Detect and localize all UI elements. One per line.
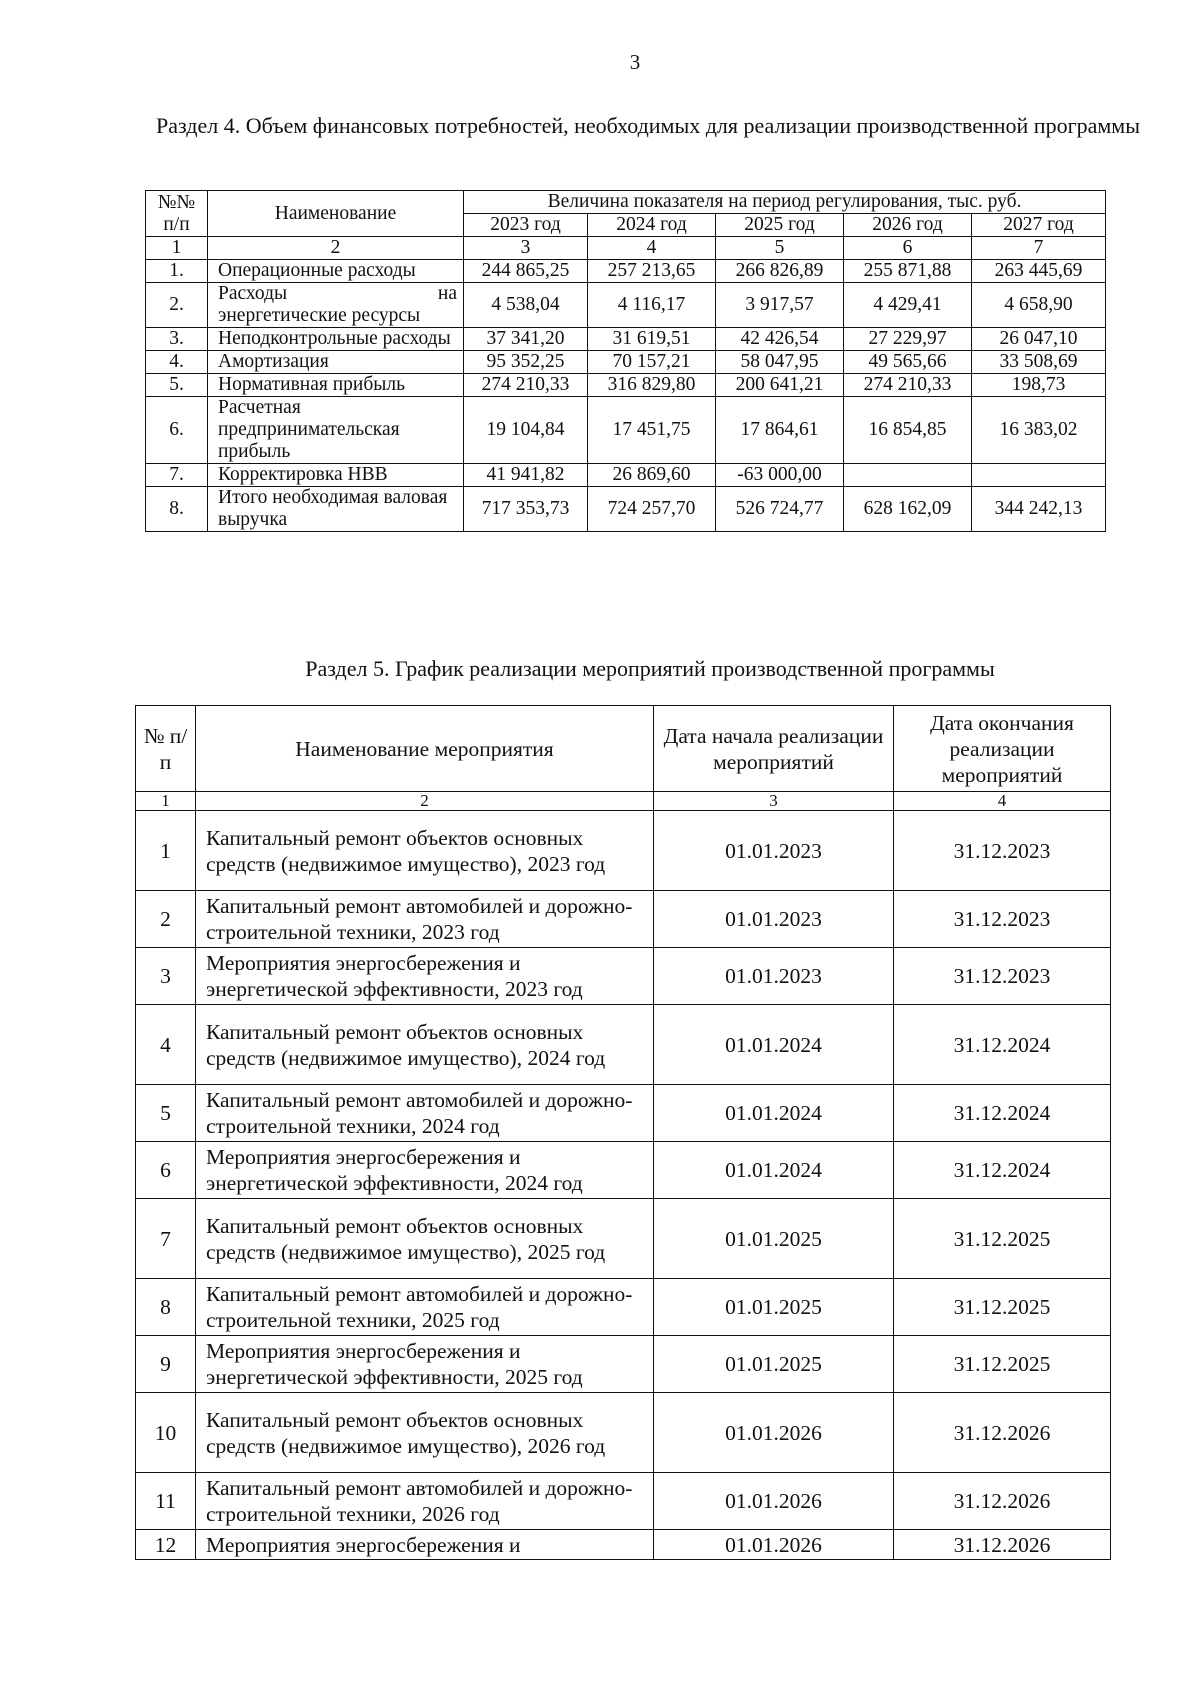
row-start-date: 01.01.2026 [654, 1473, 894, 1530]
row-name: Мероприятия энергосбережения и энергетической эффективности, 2025 год [196, 1336, 654, 1393]
row-value: 16 383,02 [972, 397, 1106, 464]
row-num: 12 [136, 1530, 196, 1560]
row-value: 17 864,61 [716, 397, 844, 464]
row-value: 42 426,54 [716, 328, 844, 351]
table-row [146, 374, 1106, 397]
table-row [136, 1085, 1111, 1142]
row-start-date: 01.01.2023 [654, 811, 894, 891]
row-num: 5 [136, 1085, 196, 1142]
row-num: 5. [146, 374, 208, 397]
row-end-date: 31.12.2023 [894, 811, 1111, 891]
row-end-date: 31.12.2026 [894, 1473, 1111, 1530]
row-num: 7 [136, 1199, 196, 1279]
table-row [136, 811, 1111, 891]
row-name-part: на [437, 283, 457, 304]
header-name: Наименование мероприятия [196, 706, 654, 792]
row-value: -63 000,00 [716, 464, 844, 487]
row-value: 4 538,04 [464, 283, 588, 328]
row-name: Операционные расходы [208, 260, 464, 283]
column-index: 2 [208, 237, 464, 260]
row-end-date: 31.12.2024 [894, 1085, 1111, 1142]
table-row [146, 397, 1106, 464]
row-value: 27 229,97 [844, 328, 972, 351]
row-value: 200 641,21 [716, 374, 844, 397]
table-row [136, 891, 1111, 948]
row-value: 274 210,33 [844, 374, 972, 397]
row-start-date: 01.01.2023 [654, 948, 894, 1005]
row-value: 628 162,09 [844, 487, 972, 532]
header-year: 2027 год [972, 214, 1106, 237]
table-row [146, 464, 1106, 487]
section-4-title: Раздел 4. Объем финансовых потребностей, необходимых для реализации производственной программы [155, 113, 1140, 138]
table-row [146, 260, 1106, 283]
row-end-date: 31.12.2023 [894, 948, 1111, 1005]
column-index: 6 [844, 237, 972, 260]
row-name: Неподконтрольные расходы [208, 328, 464, 351]
row-value: 26 869,60 [588, 464, 716, 487]
row-num: 6. [146, 397, 208, 464]
column-index: 3 [654, 792, 894, 811]
table-header-row [146, 191, 1106, 214]
row-value: 526 724,77 [716, 487, 844, 532]
row-start-date: 01.01.2026 [654, 1393, 894, 1473]
table-row [136, 1393, 1111, 1473]
row-end-date: 31.12.2025 [894, 1199, 1111, 1279]
header-year: 2025 год [716, 214, 844, 237]
row-value: 16 854,85 [844, 397, 972, 464]
row-name: Капитальный ремонт автомобилей и дорожно-строительной техники, 2025 год [196, 1279, 654, 1336]
row-value: 26 047,10 [972, 328, 1106, 351]
row-value: 58 047,95 [716, 351, 844, 374]
header-year: 2026 год [844, 214, 972, 237]
row-num: 4 [136, 1005, 196, 1085]
row-start-date: 01.01.2024 [654, 1085, 894, 1142]
column-index-row [136, 792, 1111, 811]
row-start-date: 01.01.2025 [654, 1279, 894, 1336]
row-value: 70 157,21 [588, 351, 716, 374]
row-name-part: Расходы [218, 283, 288, 304]
row-name: Капитальный ремонт объектов основных средств (недвижимое имущество), 2026 год [196, 1393, 654, 1473]
row-value: 274 210,33 [464, 374, 588, 397]
row-num: 10 [136, 1393, 196, 1473]
row-value: 37 341,20 [464, 328, 588, 351]
header-start: Дата начала реализации мероприятий [654, 706, 894, 792]
row-name: Мероприятия энергосбережения и [196, 1530, 654, 1560]
table-row [146, 283, 1106, 328]
header-name: Наименование [208, 191, 464, 237]
row-num: 7. [146, 464, 208, 487]
row-end-date: 31.12.2024 [894, 1142, 1111, 1199]
row-name: Мероприятия энергосбережения и энергетической эффективности, 2024 год [196, 1142, 654, 1199]
row-start-date: 01.01.2025 [654, 1336, 894, 1393]
row-name: Мероприятия энергосбережения и энергетической эффективности, 2023 год [196, 948, 654, 1005]
row-value: 49 565,66 [844, 351, 972, 374]
row-start-date: 01.01.2025 [654, 1199, 894, 1279]
table-row [136, 1005, 1111, 1085]
header-year: 2024 год [588, 214, 716, 237]
row-name: Расчетная предпринимательская прибыль [208, 397, 464, 464]
table-row [136, 1142, 1111, 1199]
row-name: Капитальный ремонт автомобилей и дорожно-строительной техники, 2023 год [196, 891, 654, 948]
table-row [136, 1530, 1111, 1560]
row-end-date: 31.12.2026 [894, 1530, 1111, 1560]
header-end: Дата окончания реализации мероприятий [894, 706, 1111, 792]
row-name: Нормативная прибыль [208, 374, 464, 397]
row-end-date: 31.12.2025 [894, 1336, 1111, 1393]
row-num: 8 [136, 1279, 196, 1336]
row-num: 3 [136, 948, 196, 1005]
header-num: № п/п [136, 706, 196, 792]
column-index: 4 [588, 237, 716, 260]
row-value: 344 242,13 [972, 487, 1106, 532]
row-value: 4 658,90 [972, 283, 1106, 328]
row-num: 9 [136, 1336, 196, 1393]
table-row [136, 1336, 1111, 1393]
row-name: Корректировка НВВ [208, 464, 464, 487]
header-num: №№ п/п [146, 191, 208, 237]
row-name: Амортизация [208, 351, 464, 374]
table-row [136, 948, 1111, 1005]
column-index: 7 [972, 237, 1106, 260]
row-value: 724 257,70 [588, 487, 716, 532]
row-value: 244 865,25 [464, 260, 588, 283]
section-5-title: Раздел 5. График реализации мероприятий производственной программы [305, 656, 995, 681]
table-row [136, 1279, 1111, 1336]
row-num: 4. [146, 351, 208, 374]
row-value: 255 871,88 [844, 260, 972, 283]
table-row [136, 1199, 1111, 1279]
row-value: 33 508,69 [972, 351, 1106, 374]
row-value: 316 829,80 [588, 374, 716, 397]
row-start-date: 01.01.2026 [654, 1530, 894, 1560]
row-value: 257 213,65 [588, 260, 716, 283]
column-index: 1 [146, 237, 208, 260]
row-value: 717 353,73 [464, 487, 588, 532]
table-row [146, 487, 1106, 532]
table-header-row [136, 706, 1111, 792]
row-num: 11 [136, 1473, 196, 1530]
column-index-row [146, 237, 1106, 260]
row-num: 1 [136, 811, 196, 891]
row-name [208, 283, 464, 328]
row-value: 19 104,84 [464, 397, 588, 464]
row-value: 4 429,41 [844, 283, 972, 328]
row-value: 3 917,57 [716, 283, 844, 328]
row-end-date: 31.12.2024 [894, 1005, 1111, 1085]
row-start-date: 01.01.2024 [654, 1005, 894, 1085]
row-value: 17 451,75 [588, 397, 716, 464]
row-num: 3. [146, 328, 208, 351]
row-start-date: 01.01.2023 [654, 891, 894, 948]
row-end-date: 31.12.2025 [894, 1279, 1111, 1336]
column-index: 3 [464, 237, 588, 260]
row-value: 198,73 [972, 374, 1106, 397]
financial-needs-table [145, 190, 1106, 532]
row-name-part: энергетические ресурсы [218, 305, 421, 326]
header-group: Величина показателя на период регулирования, тыс. руб. [464, 191, 1106, 214]
row-value [844, 464, 972, 487]
column-index: 4 [894, 792, 1111, 811]
row-start-date: 01.01.2024 [654, 1142, 894, 1199]
row-end-date: 31.12.2026 [894, 1393, 1111, 1473]
header-year: 2023 год [464, 214, 588, 237]
column-index: 5 [716, 237, 844, 260]
table-row [136, 1473, 1111, 1530]
row-value: 4 116,17 [588, 283, 716, 328]
schedule-table [135, 705, 1111, 1560]
row-name: Итого необходимая валовая выручка [208, 487, 464, 532]
row-num: 8. [146, 487, 208, 532]
row-name: Капитальный ремонт объектов основных средств (недвижимое имущество), 2024 год [196, 1005, 654, 1085]
row-value: 95 352,25 [464, 351, 588, 374]
page-number: 3 [629, 50, 641, 74]
column-index: 1 [136, 792, 196, 811]
row-name: Капитальный ремонт объектов основных средств (недвижимое имущество), 2025 год [196, 1199, 654, 1279]
row-num: 2. [146, 283, 208, 328]
row-value: 31 619,51 [588, 328, 716, 351]
row-value: 263 445,69 [972, 260, 1106, 283]
row-value [972, 464, 1106, 487]
table-row [146, 351, 1106, 374]
row-value: 266 826,89 [716, 260, 844, 283]
row-num: 6 [136, 1142, 196, 1199]
row-name: Капитальный ремонт автомобилей и дорожно-строительной техники, 2026 год [196, 1473, 654, 1530]
column-index: 2 [196, 792, 654, 811]
row-end-date: 31.12.2023 [894, 891, 1111, 948]
row-name: Капитальный ремонт объектов основных средств (недвижимое имущество), 2023 год [196, 811, 654, 891]
row-name: Капитальный ремонт автомобилей и дорожно-строительной техники, 2024 год [196, 1085, 654, 1142]
row-num: 2 [136, 891, 196, 948]
row-value: 41 941,82 [464, 464, 588, 487]
table-row [146, 328, 1106, 351]
row-num: 1. [146, 260, 208, 283]
